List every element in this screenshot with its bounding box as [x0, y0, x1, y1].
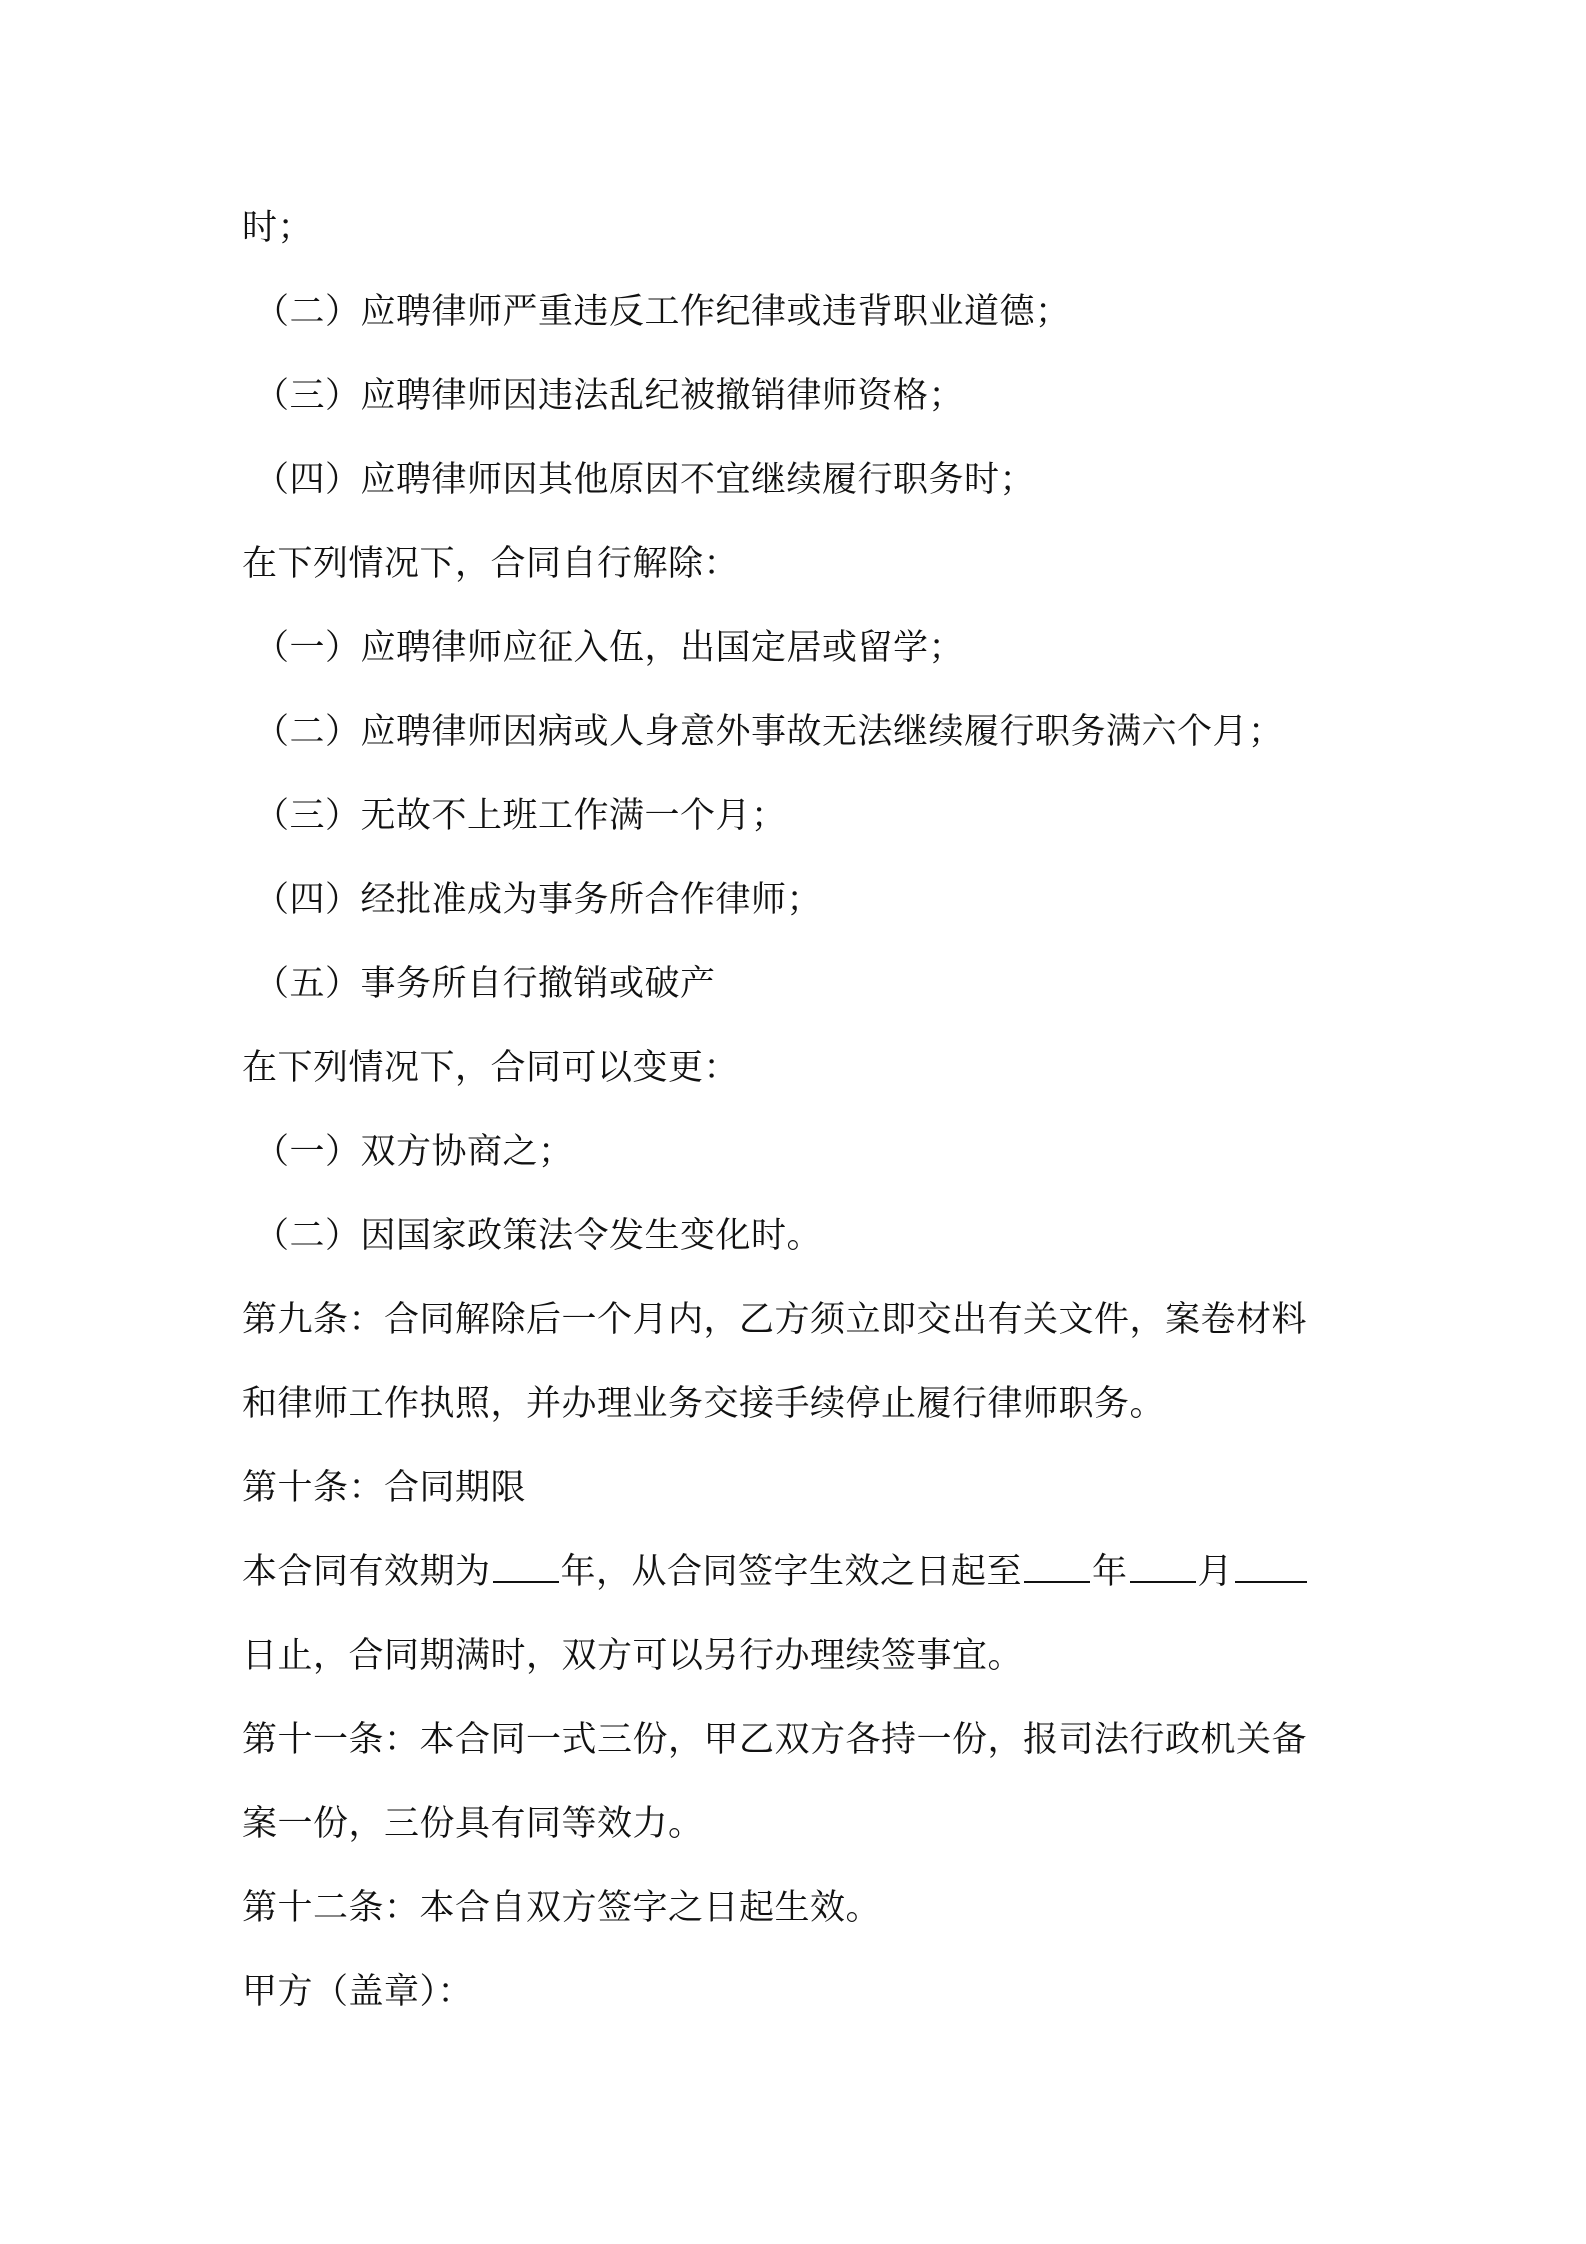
- term-text-1: 本合同有效期为: [242, 1552, 491, 1592]
- section-heading: 在下列情况下，合同可以变更：: [242, 1048, 740, 1088]
- list-item: （五）事务所自行撤销或破产: [254, 964, 716, 1004]
- article-ten-heading: 第十条：合同期限: [242, 1468, 527, 1508]
- article-nine-line-1: 第九条：合同解除后一个月内，乙方须立即交出有关文件，案卷材料: [242, 1300, 1308, 1340]
- list-item: （四）应聘律师因其他原因不宜继续履行职务时；: [254, 460, 1036, 500]
- list-item: （二）应聘律师因病或人身意外事故无法继续履行职务满六个月；: [254, 712, 1284, 752]
- contract-term-line: [242, 1542, 1362, 1602]
- list-item: （一）应聘律师应征入伍，出国定居或留学；: [254, 628, 965, 668]
- article-eleven-line-1: 第十一条：本合同一式三份，甲乙双方各持一份，报司法行政机关备: [242, 1720, 1308, 1760]
- text-line: 日止，合同期满时，双方可以另行办理续签事宜。: [242, 1636, 1024, 1676]
- list-item: （一）双方协商之；: [254, 1132, 574, 1172]
- end-month-blank[interactable]: [1130, 1547, 1196, 1583]
- list-item: （二）应聘律师严重违反工作纪律或违背职业道德；: [254, 292, 1071, 332]
- list-item: （三）应聘律师因违法乱纪被撤销律师资格；: [254, 376, 965, 416]
- years-blank[interactable]: [493, 1547, 559, 1583]
- list-item: （二）因国家政策法令发生变化时。: [254, 1216, 823, 1256]
- party-a-seal-label: 甲方（盖章）：: [242, 1972, 474, 2012]
- article-twelve: 第十二条：本合自双方签字之日起生效。: [242, 1888, 882, 1928]
- text-line: 时；: [242, 208, 314, 248]
- list-item: （四）经批准成为事务所合作律师；: [254, 880, 823, 920]
- term-text-3: 年: [1092, 1552, 1128, 1592]
- article-nine-line-2: 和律师工作执照，并办理业务交接手续停止履行律师职务。: [242, 1384, 1166, 1424]
- term-text-4: 月: [1197, 1552, 1234, 1592]
- term-text-2: 年，从合同签字生效之日起至: [560, 1552, 1023, 1592]
- article-eleven-line-2: 案一份，三份具有同等效力。: [242, 1804, 704, 1844]
- list-item: （三）无故不上班工作满一个月；: [254, 796, 787, 836]
- section-heading: 在下列情况下，合同自行解除：: [242, 544, 740, 584]
- end-year-blank[interactable]: [1024, 1547, 1090, 1583]
- end-day-blank[interactable]: [1235, 1547, 1307, 1583]
